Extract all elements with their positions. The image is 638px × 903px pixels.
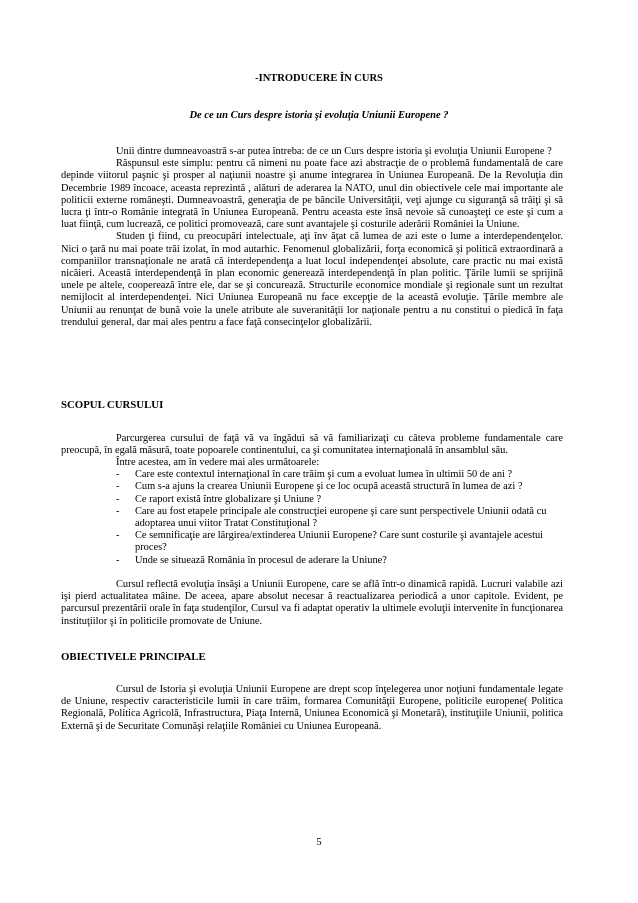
scope-list-intro: Între acestea, am în vedere mai ales următoarele: (116, 457, 320, 468)
scope-paragraph-1-block (61, 433, 563, 457)
list-item: - Cum s-a ajuns la crearea Uniunii Europene şi ce loc ocupă această structură în lumea de azi ? (116, 481, 523, 493)
scope-list (61, 457, 563, 567)
list-item: - Unde se situează România în procesul de aderare la Uniune? (116, 554, 387, 566)
document-title: -INTRODUCERE ÎN CURS (255, 73, 383, 84)
page-number: 5 (316, 837, 322, 848)
intro-question: Unii dintre dumneavoastră s-ar putea întreba: de ce un Curs despre istoria şi evoluţia Uniunii Europene ? (116, 146, 552, 157)
scope-paragraph-1: Parcurgerea cursului de faţă vă va îngădui să vă familiarizaţi cu câteva probleme fundamentale care preocupă, în egală măsură, toate popoarele continentului, ca şi comunitatea internaţională în ansamblul său. (61, 433, 563, 457)
intro-paragraph-1: Răspunsul este simplu: pentru că nimeni nu poate face azi abstracţie de o problemă fundamentală de care depinde viitorul paşnic şi prosper al naţiunii noastre şi anume integrarea în Uniunea Europeană. De la Revoluţia din Decembrie 1989 încoace, aceasta reprezintă , alături de aderarea la NATO, unul din obiectivele cele mai importante ale politicii externe româneşti. Dumneavoastră, generaţia de pe băncile Universităţii, veţi ajunge cu siguranţă să trăiţi şi să lucra ţi într-o Românie integrată în Uniunea Europeană. Pentru aceasta este însă nevoie să cunoaşteţi ce este şi cum a luat fiinţă, cum lucrează, ce politici promovează, care sunt avantajele şi costurile aderării României la Uniune. (61, 158, 563, 231)
list-item: - Care este contextul internaţional în care trăim şi cum a evoluat lumea în ultimii 50 de ani ? (116, 469, 513, 481)
scope-heading: SCOPUL CURSULUI (61, 399, 164, 411)
intro-paragraph-2: Studen ţi fiind, cu preocupări intelectuale, aţi înv ăţat că lumea de azi este o lume a interdependenţelor. Nici o ţară nu mai poate trăi izolat, în mod autarhic. Fenomenul globalizării, forţa economică şi politică extraordinară a companiilor transnaţionale ne arată că interdependenţa a luat locul independenţei absolute, care practic nu mai există nicăieri. Această interdependenţă în plan economic generează interdependenţă în plan politic. Ţările lumii se sprijină unele pe altele, cooperează între ele, dar se şi concurează. Structurile economice mondiale şi regionale sunt un rezultat nemijlocit al interdependenţei. Nici Uniunea Europeană nu face excepţie de la această evoluţie. Ţările membre ale Uniunii au renunţat de bună voie la unele atribute ale suveranităţii lor naţionale pentru a nu constitui o piedică în faţa trendului general, dar mai ales pentru a face faţă consecinţelor globalizării. (61, 231, 563, 328)
objectives-block (61, 684, 563, 733)
document-subtitle: De ce un Curs despre istoria şi evoluţia Uniunii Europene ? (189, 110, 449, 121)
objectives-paragraph: Cursul de Istoria şi evoluţia Uniunii Europene are drept scop înţelegerea unor noţiuni fundamentale legate de Uniune, respectiv caracteristicile lumii în care trăim, formarea Comunităţii Europene, politicile europene( Politica Regională, Politica Agricolă, Infrastructura, Piaţa Internă, Uniunea Economică şi Monetară), instituţiile Uniunii, politica Externă şi de Securitate Comunăşi relaţiile României cu Uniunea Europeană. (61, 684, 563, 732)
scope-paragraph-2-block (61, 579, 563, 628)
list-item: - Care au fost etapele principale ale construcţiei europene şi care sunt perspectivele Uniunii odată cu adoptarea unui viitor Tratat Constituţional ? (116, 505, 547, 530)
intro-section (61, 146, 563, 329)
list-item: - Ce raport există între globalizare şi Uniune ? (116, 493, 322, 505)
scope-paragraph-2: Cursul reflectă evoluţia însăşi a Uniunii Europene, care se află într-o dinamică rapidă. Lucruri valabile azi işi pierd actualitatea mâine. De aceea, apare absolut necesar ă reactualizarea periodică a unor capitole. Evident, pe parcursul prezentării orale în faţa studenţilor, Cursul va fi adaptat operativ la ultimele evoluţii intervenite în funcţionarea instituţiilor şi în politicile promovate de Uniune. (61, 579, 563, 627)
objectives-heading: OBIECTIVELE PRINCIPALE (61, 651, 206, 663)
list-item: - Ce semnificaţie are lărgirea/extinderea Uniunii Europene? Care sunt costurile şi avantajele acestui proces? (116, 530, 544, 554)
